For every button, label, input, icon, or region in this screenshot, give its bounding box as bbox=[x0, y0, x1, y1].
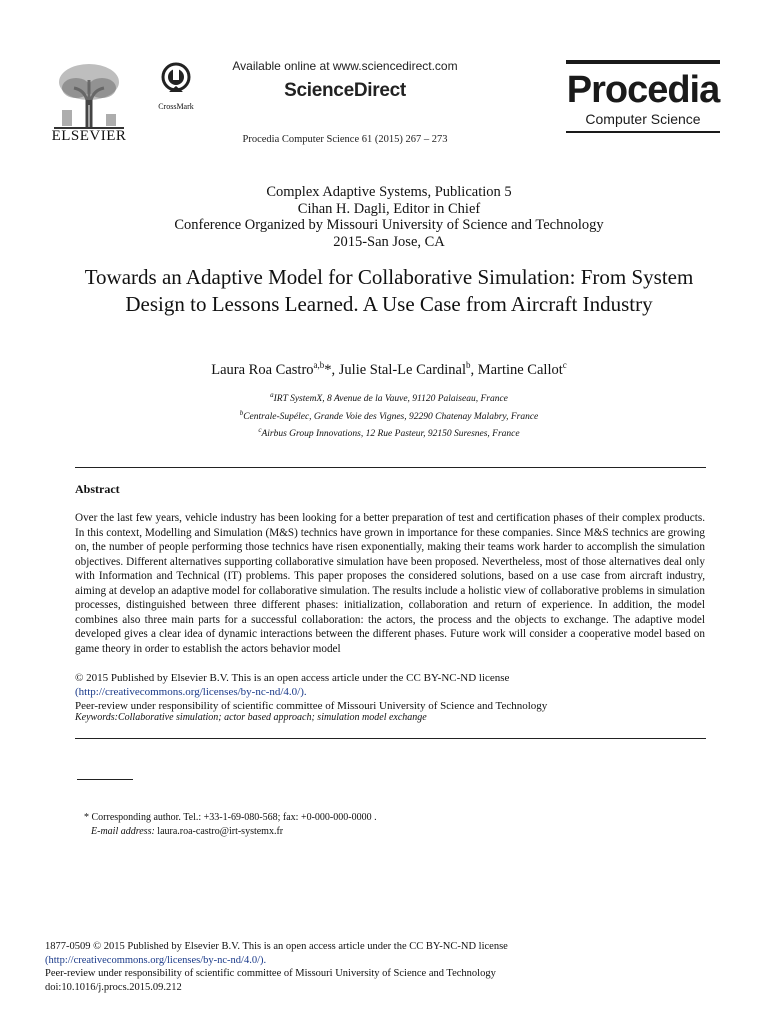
affiliation-text: Airbus Group Innovations, 12 Rue Pasteur, 92150 Suresnes, France bbox=[261, 429, 520, 440]
bottom-peer-review: Peer-review under responsibility of scientific committee of Missouri University of Science and Technology bbox=[45, 968, 496, 979]
affiliation-text: IRT SystemX, 8 Avenue de la Vauve, 91120 Palaiseau, France bbox=[273, 394, 508, 405]
author-list bbox=[84, 360, 694, 379]
license-block bbox=[75, 671, 705, 713]
affiliation-mark: a bbox=[270, 391, 274, 399]
affiliation-text: Centrale-Supélec, Grande Voie des Vignes, 92290 Chatenay Malabry, France bbox=[243, 411, 539, 422]
footnote bbox=[84, 811, 684, 839]
keywords-text: Collaborative simulation; actor based approach; simulation model exchange bbox=[117, 712, 427, 723]
doi[interactable]: doi:10.1016/j.procs.2015.09.212 bbox=[45, 981, 182, 993]
author-affiliation-mark: a,b bbox=[313, 360, 325, 370]
author-name: Laura Roa Castro bbox=[211, 361, 314, 378]
author-separator: , bbox=[331, 361, 339, 378]
corresponding-mark: * bbox=[324, 361, 332, 378]
affiliation-mark: c bbox=[258, 426, 262, 435]
procedia-logo bbox=[566, 60, 720, 136]
crossmark-icon bbox=[161, 62, 191, 96]
keywords-line bbox=[75, 712, 705, 723]
procedia-bottom-rule bbox=[566, 131, 720, 133]
conference-editor: Cihan H. Dagli, Editor in Chief bbox=[297, 200, 481, 217]
author-affiliation-mark: c bbox=[562, 360, 567, 370]
crossmark-label: CrossMark bbox=[158, 102, 194, 111]
abstract-body: Over the last few years, vehicle industry has been looking for a better preparation of test and certification phases of their complex products. In this context, Modelling and Simulation (M&S) technics have grown in importance for these companies. Since M&S technics are growing on, the number of people performing those technics have risen exponentially, making their teams work harder to accomplish the simulation objectives. Different alternatives supporting collaborative simulation have been proposed. Nevertheless, most of those alternatives deal only with Information and Technical (IT) problems. This paper proposes the considered solutions, based on a use case from aircraft industry, aiming at develop an adaptive model for collaborative simulation. The results include a holistic view of collaborative problems in simulation processes, distinguished between three different phases: initialization, collaboration and return of experience. In addition, the model combines also three main parts for a successful collaboration: the actors, the process and the objects to exchange. The adaptive model developed gives a clear idea of dynamic interactions between the different phases. Future work will consider a cooperative model based on game theory in order to establish the actors behavior model bbox=[75, 512, 705, 655]
conference-series: Complex Adaptive Systems, Publication 5 bbox=[266, 184, 512, 200]
available-online-text: Available online at www.sciencedirect.com bbox=[232, 59, 458, 73]
email-label: E-mail address: bbox=[91, 826, 155, 837]
elsevier-logo bbox=[46, 60, 132, 148]
sciencedirect-logo: ScienceDirect bbox=[284, 80, 406, 101]
procedia-subtitle: Computer Science bbox=[585, 111, 701, 127]
issn-license: 1877-0509 © 2015 Published by Elsevier B.V. This is an open access article under the CC BY-NC-ND license bbox=[45, 941, 508, 952]
journal-reference: Procedia Computer Science 61 (2015) 267 – 273 bbox=[242, 134, 448, 145]
email-address[interactable]: laura.roa-castro@irt-systemx.fr bbox=[157, 826, 284, 837]
author-name: Julie Stal-Le Cardinal bbox=[338, 361, 467, 378]
author-affiliation-mark: b bbox=[466, 360, 471, 370]
elsevier-tree-icon bbox=[54, 60, 124, 130]
corresponding-author: * Corresponding author. Tel.: +33-1-69-080-568; fax: +0-000-000-0000 . bbox=[84, 812, 377, 823]
abstract-heading: Abstract bbox=[75, 482, 120, 496]
keywords-label: Keywords: bbox=[75, 712, 118, 723]
conference-organizer: Conference Organized by Missouri University of Science and Technology bbox=[174, 217, 604, 233]
bottom-metadata bbox=[45, 940, 725, 994]
license-link[interactable]: (http://creativecommons.org/licenses/by-nc-nd/4.0/). bbox=[75, 686, 307, 698]
email-line bbox=[84, 825, 684, 839]
license-statement: © 2015 Published by Elsevier B.V. This is an open access article under the CC BY-NC-ND license bbox=[75, 672, 510, 684]
abstract-bottom-rule bbox=[75, 738, 706, 739]
procedia-wordmark: Procedia bbox=[566, 69, 720, 111]
affiliation-item bbox=[84, 424, 694, 442]
author-separator: , bbox=[470, 361, 478, 378]
peer-review-statement: Peer-review under responsibility of scientific committee of Missouri University of Science and Technology bbox=[75, 700, 548, 712]
conference-block bbox=[84, 184, 694, 250]
procedia-top-rule bbox=[566, 60, 720, 64]
bottom-license-link[interactable]: (http://creativecommons.org/licenses/by-nc-nd/4.0/). bbox=[45, 954, 267, 966]
paper-title: Towards an Adaptive Model for Collaborative Simulation: From System Design to Lessons Learned. A Use Case from Aircraft Industry bbox=[84, 265, 694, 316]
elsevier-wordmark: ELSEVIER bbox=[51, 128, 127, 144]
affiliation-item bbox=[84, 389, 694, 407]
affiliation-list bbox=[84, 389, 694, 442]
affiliation-mark: b bbox=[239, 408, 244, 417]
author-name: Martine Callot bbox=[477, 361, 563, 378]
footnote-rule bbox=[77, 779, 133, 780]
crossmark-badge[interactable] bbox=[152, 62, 200, 111]
affiliation-item bbox=[84, 407, 694, 425]
conference-location: 2015-San Jose, CA bbox=[333, 233, 445, 250]
abstract-top-rule bbox=[75, 467, 706, 468]
